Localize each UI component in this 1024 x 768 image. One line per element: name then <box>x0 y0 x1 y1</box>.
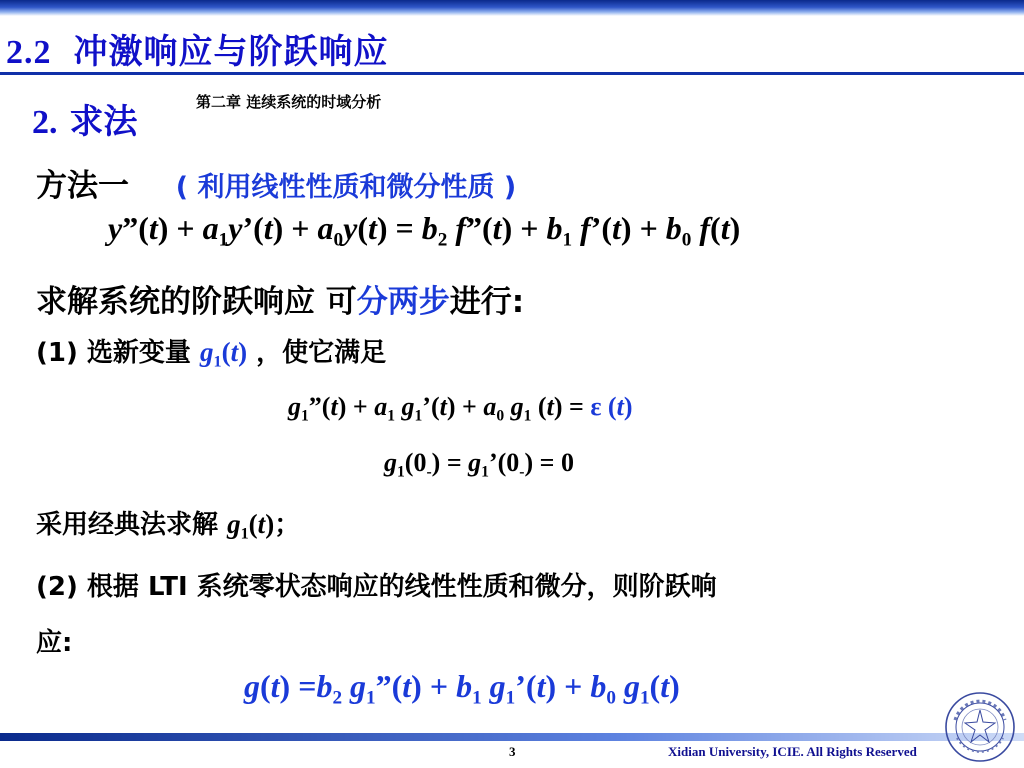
section-number: 2.2 <box>6 34 52 71</box>
section-title: 冲激响应与阶跃响应 <box>73 32 389 72</box>
step-intro-a: 求解系统的阶跃响应 可 <box>36 284 357 320</box>
copyright-text: Xidian University, ICIE. All Rights Reserved <box>668 744 917 759</box>
top-banner <box>0 0 1024 16</box>
main-equation: y”(t) + $a_1y’(t) + a_0y(t) = b_2$ f”(t) + $b_1$ f’(t) + $b_0$ f(t) <box>108 210 741 251</box>
step1-condition: ，使它满足 <box>256 338 387 368</box>
result-equation: $g(t) =b_2$ $g_1”(t) + b_1$ $g_1’(t) + b_0$ $g_1(t)$ <box>244 668 680 709</box>
classic-variable: $g_1(t)$ <box>227 509 275 543</box>
classic-label: 采用经典法求解 <box>36 510 219 540</box>
step1-variable: $g_1(t)$ <box>199 337 248 371</box>
step2-line2: 应: <box>36 628 73 658</box>
step1-line <box>36 332 386 372</box>
university-seal-logo <box>943 690 1017 764</box>
method-line <box>36 160 516 205</box>
method-note: ( 利用线性性质和微分性质 ) <box>175 172 517 203</box>
subtitle-number: 2. <box>32 104 58 141</box>
title-divider <box>0 72 1024 75</box>
subtitle-text: 求法 <box>69 102 138 142</box>
step-intro <box>36 276 524 321</box>
g1-ode-equation: $g_1”(t) + a_1$ $g_1’(t) + a_0$ $g_1$ (t) = ε (t) <box>288 392 633 425</box>
footer-band <box>0 733 1024 741</box>
step-intro-c: 进行: <box>449 284 525 320</box>
chapter-label: 第二章 连续系统的时域分析 <box>196 93 382 111</box>
page-number: 3 <box>509 744 516 759</box>
classic-method-line <box>36 504 300 544</box>
g1-initial-conditions: $g_1(0_-)$ = $g_1’(0_-) = 0$ <box>384 448 574 481</box>
slide-title <box>6 24 389 73</box>
subtitle <box>32 94 137 143</box>
step-intro-b: 分两步 <box>356 284 450 320</box>
step1-label: (1) 选新变量 <box>36 338 191 368</box>
method-label: 方法一 <box>36 168 129 204</box>
step2-line1: (2) 根据 LTI 系统零状态响应的线性性质和微分，则阶跃响 <box>36 572 717 602</box>
classic-end: ； <box>274 510 301 540</box>
